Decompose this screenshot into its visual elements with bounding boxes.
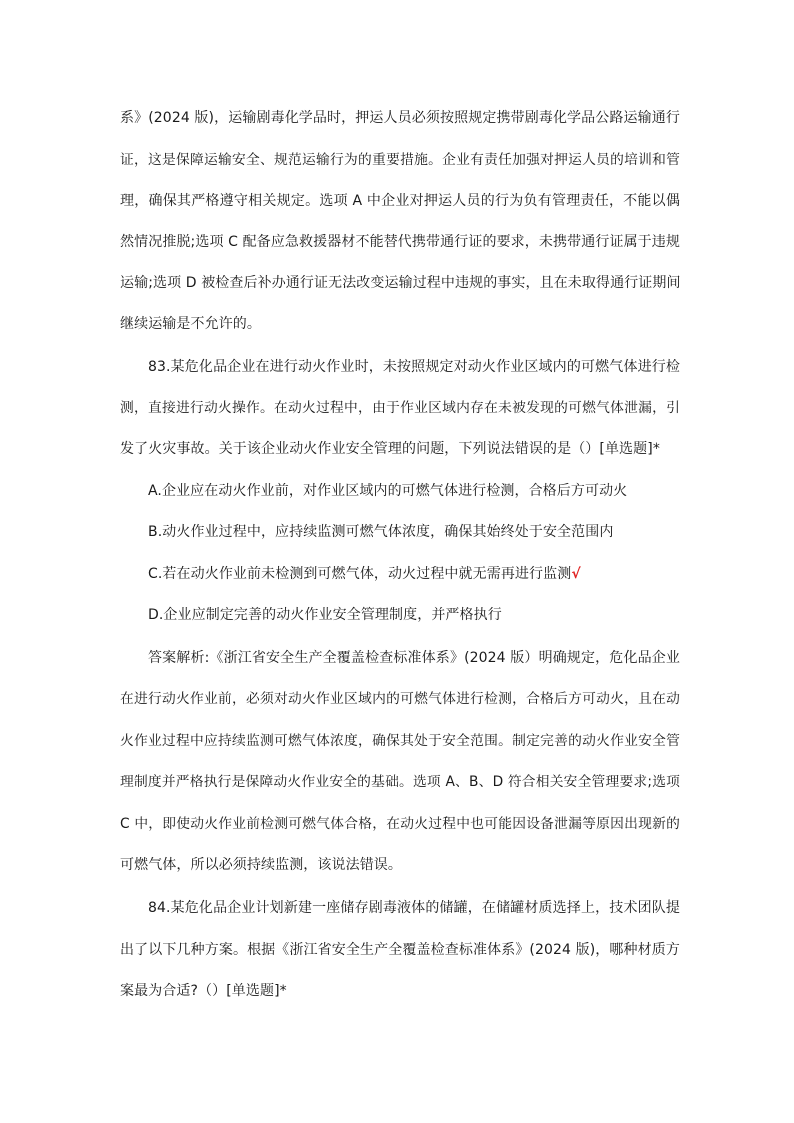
answer-explanation: 答案解析:《浙江省安全生产全覆盖检查标准体系》(2024 版）明确规定，危化品企业 (148, 650, 680, 666)
question-83-stem: 83.某危化品企业在进行动火作业时，未按照规定对动火作业区域内的可燃气体进行检 (148, 359, 680, 375)
option-c (148, 564, 708, 584)
answer-explanation: 火作业过程中应持续监测可燃气体浓度，确保其处于安全范围。制定完善的动火作业安全管 (120, 733, 680, 749)
text-line: 系》(2024 版)，运输剧毒化学品时，押运人员必须按照规定携带剧毒化学品公路运输通行 (120, 110, 680, 126)
question-83-stem: 测，直接进行动火操作。在动火过程中，由于作业区域内存在未被发现的可燃气体泄漏，引 (120, 400, 680, 416)
question-83-stem: 发了火灾事故。关于该企业动火作业安全管理的问题，下列说法错误的是（）[单选题]* (120, 441, 660, 457)
question-84-stem: 案最为合适?（）[单选题]* (120, 983, 287, 999)
text-line: 运输;选项 D 被检查后补办通行证无法改变运输过程中违规的事实，且在未取得通行证期间 (120, 275, 681, 291)
answer-explanation: 可燃气体，所以必须持续监测，该说法错误。 (120, 857, 402, 873)
option-a: A.企业应在动火作业前，对作业区域内的可燃气体进行检测，合格后方可动火 (148, 483, 628, 499)
question-84-stem: 出了以下几种方案。根据《浙江省安全生产全覆盖检查标准体系》(2024 版)，哪种材质方 (120, 942, 680, 958)
answer-explanation: C 中，即使动火作业前检测可燃气体合格，在动火过程中也可能因设备泄漏等原因出现新的 (120, 816, 680, 832)
text-line: 然情况推脱;选项 C 配备应急救援器材不能替代携带通行证的要求，未携带通行证属于违规 (120, 234, 680, 250)
text-line: 证，这是保障运输安全、规范运输行为的重要措施。企业有责任加强对押运人员的培训和管 (120, 152, 680, 168)
option-c-text: C.若在动火作业前未检测到可燃气体，动火过程中就无需再进行监测 (148, 566, 572, 582)
answer-explanation: 理制度并严格执行是保障动火作业安全的基础。选项 A、B、D 符合相关安全管理要求;选项 (120, 774, 680, 790)
answer-explanation: 在进行动火作业前，必须对动火作业区域内的可燃气体进行检测，合格后方可动火，且在动 (120, 691, 680, 707)
correct-check-icon: √ (571, 566, 581, 582)
option-d: D.企业应制定完善的动火作业安全管理制度，并严格执行 (148, 607, 502, 623)
text-line: 理，确保其严格遵守相关规定。选项 A 中企业对押运人员的行为负有管理责任，不能以偶 (120, 193, 680, 209)
option-b: B.动火作业过程中，应持续监测可燃气体浓度，确保其始终处于安全范围内 (148, 524, 614, 540)
text-line: 继续运输是不允许的。 (120, 316, 261, 332)
question-84-stem: 84.某危化品企业计划新建一座储存剧毒液体的储罐，在储罐材质选择上，技术团队提 (148, 900, 680, 916)
